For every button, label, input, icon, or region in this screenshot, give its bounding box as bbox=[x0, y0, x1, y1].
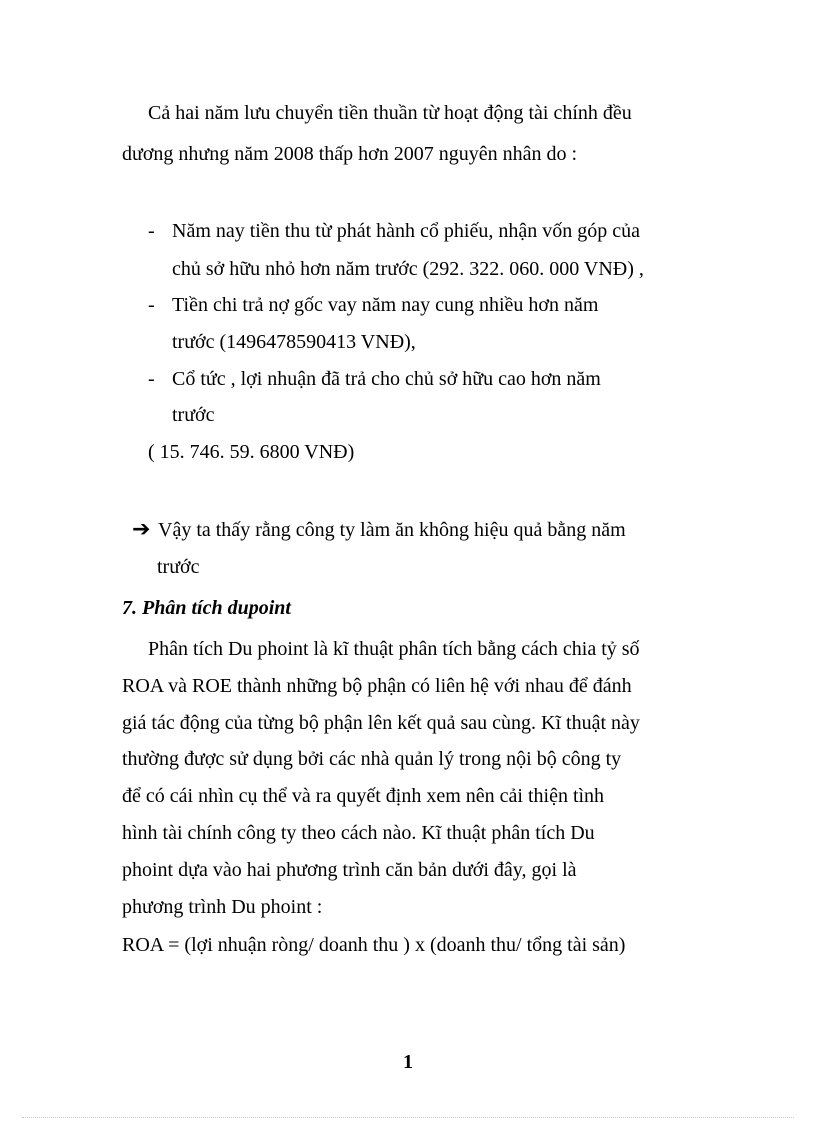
text-line: Cổ tức , lợi nhuận đã trả cho chủ sở hữu cao hơn năm bbox=[172, 368, 601, 390]
text-line: Năm nay tiền thu từ phát hành cổ phiếu, nhận vốn góp của bbox=[172, 220, 640, 242]
text-line: để có cái nhìn cụ thể và ra quyết định xem nên cải thiện tình bbox=[122, 785, 605, 807]
text-line: trước bbox=[172, 404, 215, 426]
text-line: giá tác động của từng bộ phận lên kết quả sau cùng. Kĩ thuật này bbox=[122, 712, 640, 734]
section-heading: 7. Phân tích dupoint bbox=[122, 597, 291, 619]
text-line: trước bbox=[157, 556, 200, 578]
text-line: phương trình Du phoint : bbox=[122, 896, 323, 918]
bullet-marker: - bbox=[148, 294, 155, 316]
text-line: Cả hai năm lưu chuyển tiền thuần từ hoạt động tài chính đều bbox=[148, 102, 632, 124]
text-line: dương nhưng năm 2008 thấp hơn 2007 nguyên nhân do : bbox=[122, 143, 578, 165]
text-line: chủ sở hữu nhỏ hơn năm trước (292. 322. 060. 000 VNĐ) , bbox=[172, 258, 644, 280]
bullet-trailer: ( 15. 746. 59. 6800 VNĐ) bbox=[148, 441, 355, 463]
text-line: ROA và ROE thành những bộ phận có liên hệ với nhau để đánh bbox=[122, 675, 632, 697]
text-line: phoint dựa vào hai phương trình căn bản dưới đây, gọi là bbox=[122, 859, 577, 881]
text-line: Tiền chi trả nợ gốc vay năm nay cung nhiều hơn năm bbox=[172, 294, 599, 316]
text-line: Phân tích Du phoint là kĩ thuật phân tích bằng cách chia tỷ số bbox=[148, 638, 640, 660]
page-bottom-border bbox=[22, 1117, 794, 1118]
arrow-right-icon: ➔ bbox=[132, 517, 151, 542]
page-number: 1 bbox=[403, 1051, 413, 1073]
text-line: Vậy ta thấy rằng công ty làm ăn không hiệu quả bằng năm bbox=[158, 519, 626, 541]
bullet-marker: - bbox=[148, 220, 155, 242]
text-line: thường được sử dụng bởi các nhà quản lý trong nội bộ công ty bbox=[122, 748, 622, 770]
bullet-marker: - bbox=[148, 368, 155, 390]
formula-roa: ROA = (lợi nhuận ròng/ doanh thu ) x (doanh thu/ tổng tài sản) bbox=[122, 934, 626, 956]
text-line: hình tài chính công ty theo cách nào. Kĩ thuật phân tích Du bbox=[122, 822, 595, 844]
text-line: trước (1496478590413 VNĐ), bbox=[172, 331, 416, 353]
